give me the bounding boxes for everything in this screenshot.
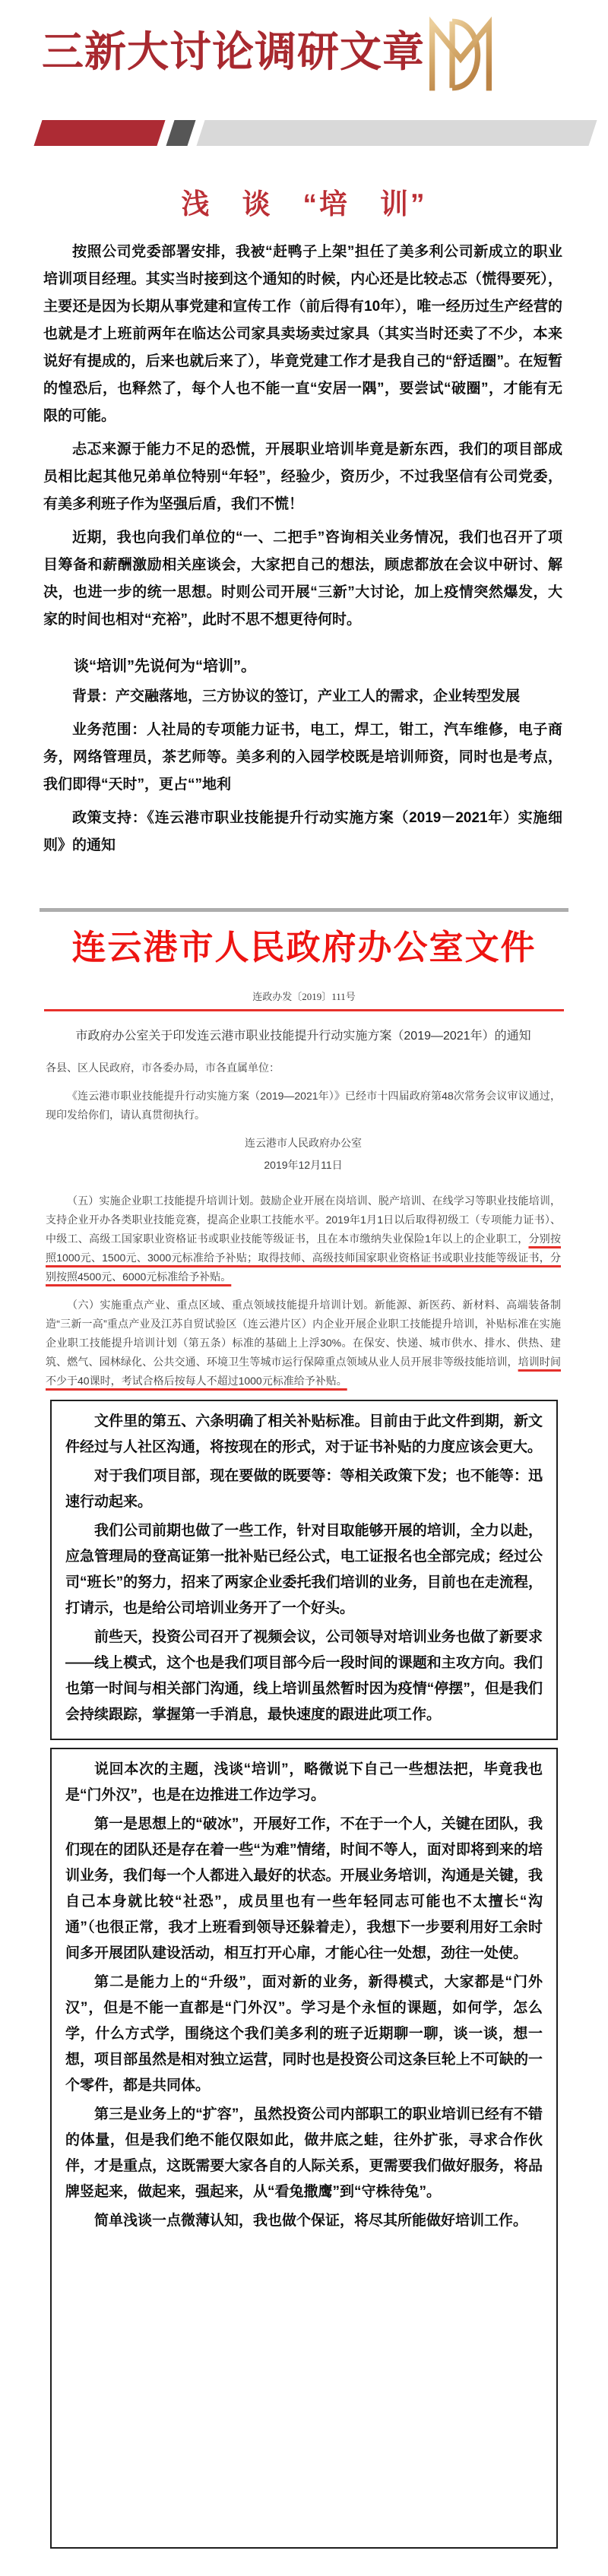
masthead-title: 三新大讨论调研文章 [42,28,426,75]
commentary-box-1 [50,1400,558,1740]
box2-paragraph: 第一是思想上的“破冰”，开展好工作，不在于一个人，关键在团队，我们现在的团队还是存在着一些“为难”情绪，时间不等人，面对即将到来的培训业务，我们每一个人都进入最好的状态。开展业务培训，沟通是关键，我自己本身就比较“社恐”，成员里也有一些年轻同志可能也不太擅长“沟通”（也很正常，我才上班看到领导还躲着走），我想下一步要利用好工余时间多开展团队建设活动，相互打开心扉，才能心往一处想，劲往一处使。 [65,1816,543,1961]
box1-paragraph: 我们公司前期也做了一些工作，针对目取能够开展的培训，全力以赴，应急管理局的登高证第一批补贴已经公式，电工证报名也全部完成；经过公司“班长”的努力，招来了两家企业委托我们培训的业务，目前也在走流程，打请示，也是给公司培训业务开了一个好头。 [65,1523,543,1616]
background-item [43,683,562,710]
gov-doc-issuer: 连云港市人民政府办公室 [245,1137,362,1149]
decor-bar-red-segment [33,120,165,146]
gov-doc-title: 市政府办公室关于印发连云港市职业技能提升行动实施方案（2019—2021年）的通知 [75,1030,531,1043]
policy-support-text: 《连云港市职业技能提升行动实施方案（2019－2021年）实施细则》的通知 [43,810,562,853]
company-monogram-logo-icon [429,15,492,98]
gov-doc-number: 连政办发〔2019〕111号 [252,991,356,1002]
gov-doc-body [46,1027,561,1391]
article-paragraph: 按照公司党委部署安排，我被“赶鸭子上架”担任了美多利公司新成立的职业培训项目经理。其实当时接到这个通知的时候，内心还是比较忐忑（慌得要死），主要还是因为长期从事党建和宣传工作（前后得有10年），唯一经历过生产经营的也就是才上班前两年在临达公司家具卖场卖过家具（其实当时还卖了不少，本来说好有提成的，后来也就后来了），毕竟党建工作才是我自己的“舒适圈”。在短暂的惶恐后，也释然了，每个人也不能一直“安居一隅”，要尝试“破圈”，才能有无限的可能。 [43,244,562,424]
gov-doc-paragraph: 《连云港市职业技能提升行动实施方案（2019—2021年）》已经市十四届政府第48次常务会议审议通过，现印发给你们，请认真贯彻执行。 [46,1090,561,1121]
gov-doc-salutation: 各县、区人民政府，市各委办局，市各直属单位： [46,1062,280,1074]
box2-paragraph: 第三是业务上的“扩容”，虽然投资公司内部职工的职业培训已经有不错的体量，但是我们绝不能仅限如此，做井底之蛙，往外扩张，寻求合作伙伴，才是重点，这既需要大家各自的人际关系，更需要我们做好服务，将品牌竖起来，做起来，强起来，从“看兔撒鹰”到“守株待兔”。 [65,2106,543,2200]
gov-doc-date: 2019年12月11日 [264,1159,343,1171]
box2-paragraph: 说回本次的主题，浅谈“培训”，略微说下自己一些想法把，毕竟我也是“门外汉”，也是在边推进工作边学习。 [65,1761,543,1803]
box1-paragraph: 文件里的第五、六条明确了相关补贴标准。目前由于此文件到期，新文件经过与人社区沟通，将按现在的形式，对于证书补贴的力度应该会更大。 [65,1413,543,1455]
decor-bar-dark-segment [166,120,195,146]
background-label: 背景： [72,688,116,704]
clause-6-text: （六）实施重点产业、重点区域、重点领域技能提升培训计划。新能源、新医药、新材料、高端装备制造“三新一高”重点产业及江苏自贸试验区（连云港片区）内企业开展企业职工技能提升培训，补贴标准在实施企业职工技能提升培训计划（第五条）标准的基础上上浮30%。在保安、快递、城市供水、排水、供热、建筑、燃气、园林绿化、公共交通、环境卫生等城市运行保障重点领域从业人员开展非等级技能培训， [46,1299,561,1368]
box2-paragraph: 简单浅谈一点微薄认知，我也做个保证，将尽其所能做好培训工作。 [94,2213,528,2229]
commentary-box-2 [50,1748,558,2549]
article-title: 浅 谈 “培 训” [181,188,427,220]
gov-top-rule [40,908,568,912]
policy-support-label: 政策支持： [72,810,147,826]
gov-masthead: 连云港市人民政府办公室文件 [71,929,537,967]
decor-bar [0,120,608,146]
gov-document [0,908,608,1391]
article-body [43,239,562,859]
clause-5-underlined-text: 分别按照1000元、1500元、3000元标准给予补贴；取得技师、高级技师国家职业资格证书或职业技能等级证书，分别按照4500元、6000元标准给予补贴。 [46,1233,561,1283]
business-scope-label: 业务范围： [72,722,147,738]
background-text: 产交融落地，三方协议的签订，产业工人的需求，企业转型发展 [116,688,521,704]
decor-bar-light-segment [196,120,597,146]
box2-paragraph: 第二是能力上的“升级”，面对新的业务，新得模式，大家都是“门外汉”，但是不能一直都是“门外汉”。学习是个永恒的课题，如何学，怎么学，什么方式学，围绕这个我们美多利的班子近期聊一聊，谈一谈，想一想，项目部虽然是相对独立运营，同时也是投资公司这条巨轮上不可缺的一个零件，都是共同体。 [65,1974,543,2093]
box1-paragraph: 前些天，投资公司召开了视频会议，公司领导对培训业务也做了新要求——线上模式，这个也是我们项目部今后一段时间的课题和主攻方向。我们也第一时间与相关部门沟通，线上培训虽然暂时因为疫情“停摆”，但是我们会持续跟踪，掌握第一手消息，最快速度的跟进此项工作。 [65,1629,543,1723]
clause-6-underlined-text: 培训时间不少于40课时，考试合格后按每人不超过1000元标准给予补贴。 [46,1356,562,1387]
masthead [0,0,608,102]
business-scope-item [43,717,562,799]
article-subhead: 谈“培训”先说何为“培训”。 [74,658,256,675]
business-scope-text: 人社局的专项能力证书，电工，焊工，钳工，汽车维修，电子商务，网络管理员，茶艺师等。美多利的入园学校既是培训师资，同时也是考点，我们即得“天时”，更占“”地利 [43,722,562,793]
policy-support-item [43,805,562,859]
article-paragraph: 近期，我也向我们单位的“一、二把手”咨询相关业务情况，我们也召开了项目筹备和薪酬激励相关座谈会，大家把自己的想法，顾虑都放在会议中研讨、解决，也进一步的统一思想。时则公司开展“三新”大讨论，加上疫情突然爆发，大家的时间也相对“充裕”，此时不思不想更待何时。 [43,530,562,628]
clause-5-text: （五）实施企业职工技能提升培训计划。鼓励企业开展在岗培训、脱产培训、在线学习等职业技能培训，支持企业开办各类职业技能竞赛，提高企业职工技能水平。2019年1月1日以后取得初级工（专项能力证书）、中级工、高级工国家职业资格证书或职业技能等级证书，且在本市缴纳失业保险1年以上的企业职工， [46,1195,561,1245]
gov-red-rule [44,1009,564,1011]
box1-paragraph: 对于我们项目部，现在要做的既要等：等相关政策下发；也不能等：迅速行动起来。 [65,1468,543,1510]
gov-doc-clause-6 [46,1296,561,1391]
article-paragraph: 忐忑来源于能力不足的恐慌，开展职业培训毕竟是新东西，我们的项目部成员相比起其他兄弟单位特别“年轻”，经验少，资历少，不过我坚信有公司党委，有美多利班子作为坚强后盾，我们不慌！ [43,441,562,512]
gov-doc-clause-5 [46,1191,561,1286]
